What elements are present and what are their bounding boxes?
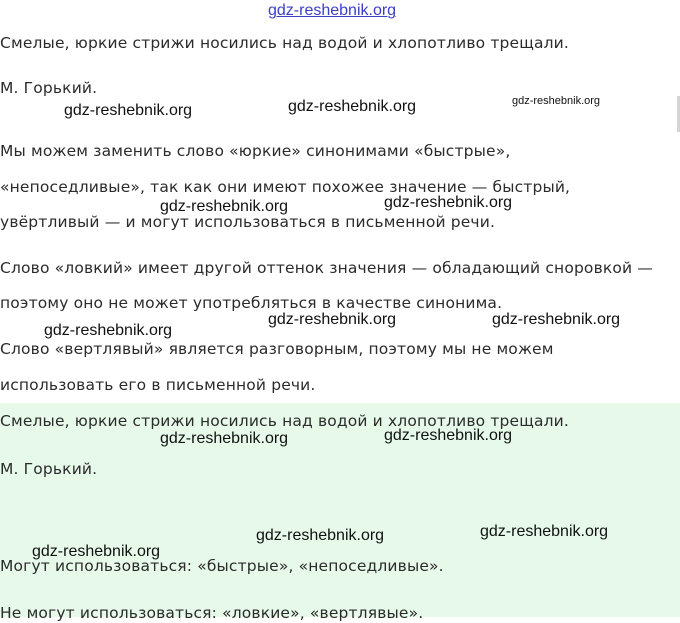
- watermark: gdz-reshebnik.org: [480, 523, 609, 540]
- answer-author: М. Горький.: [0, 460, 98, 478]
- watermark: gdz-reshebnik.org: [160, 430, 289, 447]
- answer-cannot-use: Не могут использоваться: «ловкие», «вертлявые».: [0, 604, 424, 622]
- exercise-quote: Смелые, юркие стрижи носились над водой и хлопотливо трещали.: [0, 34, 569, 52]
- watermark: gdz-reshebnik.org: [44, 322, 173, 339]
- watermark: gdz-reshebnik.org: [32, 543, 161, 560]
- watermark: gdz-reshebnik.org: [384, 427, 513, 444]
- explanation-3-line-1: Слово «вертлявый» является разговорным, поэтому мы не можем: [0, 340, 554, 358]
- answer-quote: Смелые, юркие стрижи носились над водой и хлопотливо трещали.: [0, 412, 569, 430]
- watermark: gdz-reshebnik.org: [64, 102, 193, 119]
- answer-block: [0, 403, 680, 617]
- header-watermark-link[interactable]: gdz-reshebnik.org: [268, 2, 397, 19]
- watermark: gdz-reshebnik.org: [256, 527, 385, 544]
- watermark: gdz-reshebnik.org: [384, 194, 513, 211]
- explanation-2-line-2: поэтому оно не может употребляться в качестве синонима.: [0, 294, 503, 312]
- watermark: gdz-reshebnik.org: [268, 311, 397, 328]
- explanation-3-line-2: использовать его в письменной речи.: [0, 376, 316, 394]
- exercise-author: М. Горький.: [0, 79, 98, 97]
- watermark: gdz-reshebnik.org: [512, 95, 601, 107]
- watermark: gdz-reshebnik.org: [160, 198, 289, 215]
- explanation-1-line-1: Мы можем заменить слово «юркие» синонимами «быстрые»,: [0, 142, 511, 160]
- explanation-1-line-2: «непоседливые», так как они имеют похожее значение — быстрый,: [0, 178, 571, 196]
- watermark: gdz-reshebnik.org: [288, 98, 417, 115]
- explanation-1-line-3: увёртливый — и могут использоваться в письменной речи.: [0, 213, 496, 231]
- answer-can-use: Могут использоваться: «быстрые», «непоседливые».: [0, 557, 444, 575]
- explanation-2-line-1: Слово «ловкий» имеет другой оттенок значения — обладающий сноровкой —: [0, 259, 653, 277]
- watermark: gdz-reshebnik.org: [492, 311, 621, 328]
